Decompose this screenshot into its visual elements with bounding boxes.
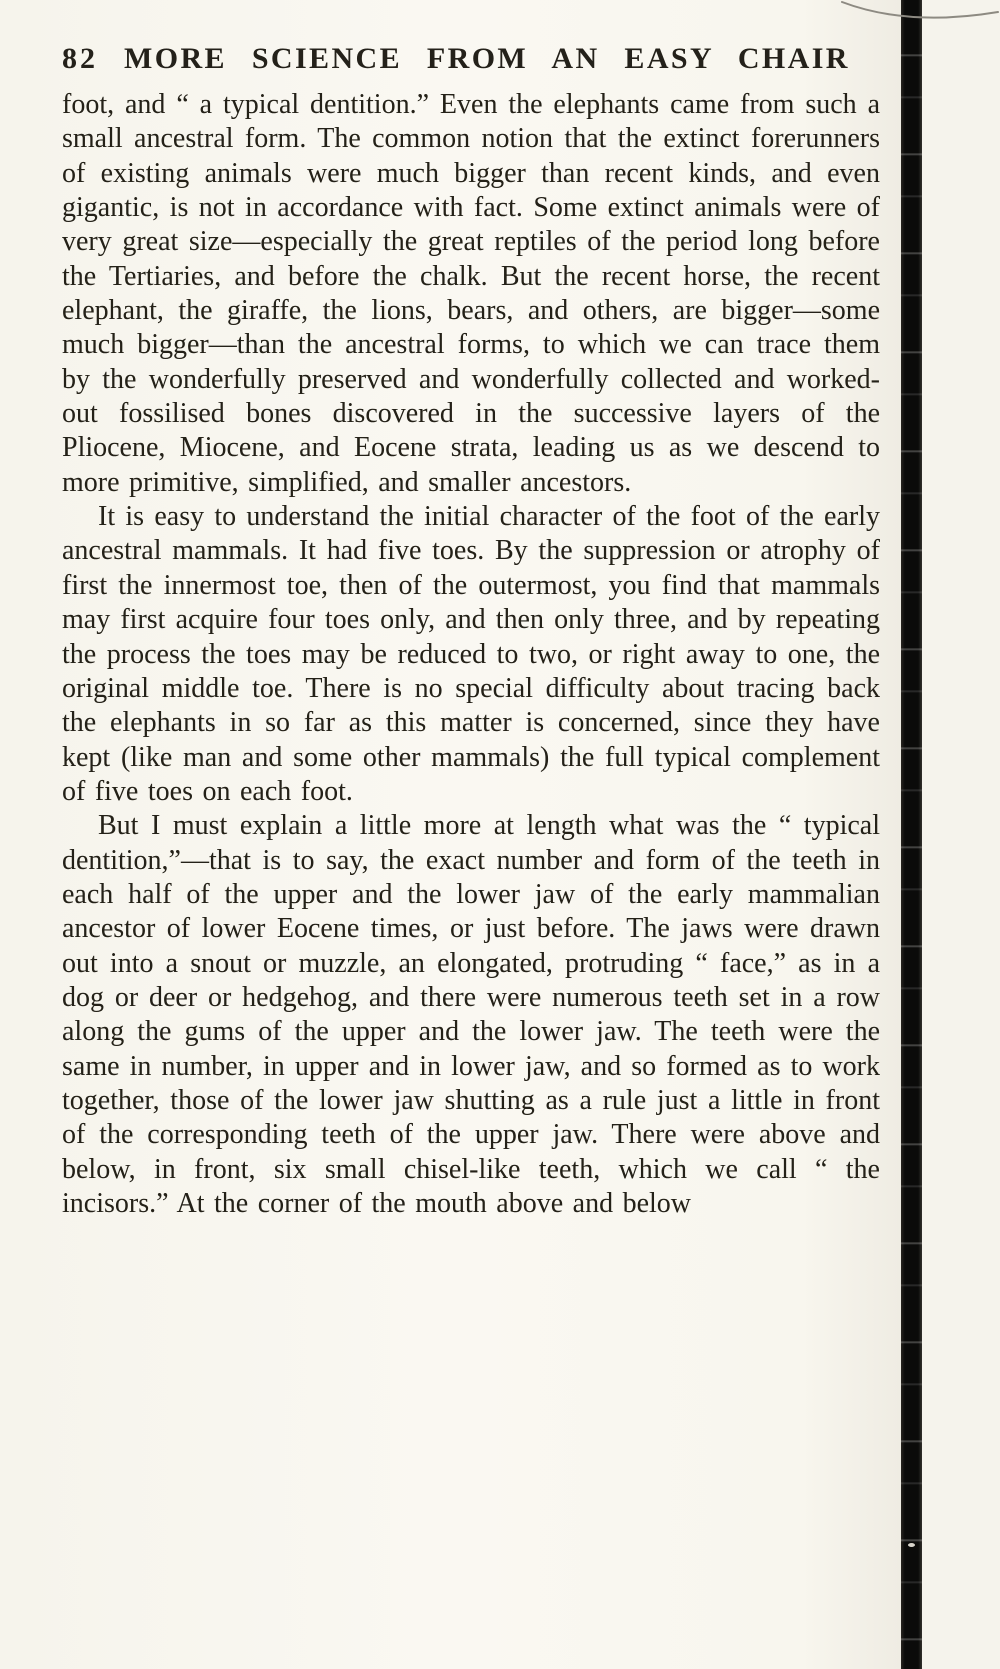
scan-speck	[908, 1543, 915, 1547]
page-header	[62, 42, 857, 76]
body-paragraph: It is easy to understand the initial character of the foot of the early ancestral mammals. It had five toes. By the suppression or atrophy of first the innermost toe, then of the outermost, you find that mammals may first acquire four toes only, and then only three, and by repeating the process the toes may be reduced to two, or right away to one, the original middle toe. There is no special difficulty about tracing back the elephants in so far as this matter is concerned, since they have kept (like man and some other mammals) the full typical complement of five toes on each foot.	[62, 501, 880, 807]
page-number: 82	[62, 42, 98, 75]
body-paragraph: But I must explain a little more at length what was the “ typical dentition,”—that is to say, the exact number and form of the teeth in each half of the upper and the lower jaw of the early mammalian ancestor of lower Eocene times, or just before. The jaws were drawn out into a snout or muzzle, an elongated, protruding “ face,” as in a dog or deer or hedgehog, and there were numerous teeth set in a row along the gums of the upper and the lower jaw. The teeth were the same in number, in upper and in lower jaw, and so formed as to work together, those of the lower jaw shutting as a rule just a little in front of the corresponding teeth of the upper jaw. There were above and below, in front, six small chisel-like teeth, which we call “ the incisors.” At the corner of the mouth above and below	[62, 810, 880, 1219]
page-body	[62, 88, 880, 1221]
scan-artifact-curve-icon	[838, 0, 1000, 28]
scan-edge-strip	[901, 0, 922, 1669]
body-paragraph: foot, and “ a typical dentition.” Even the elephants came from such a small ancestral form. The common notion that the extinct forerunners of existing animals were much bigger than recent kinds, and even gigantic, is not in accordance with fact. Some extinct animals were of very great size—especially the great reptiles of the period long before the Tertiaries, and before the chalk. But the recent horse, the recent elephant, the giraffe, the lions, bears, and others, are bigger—some much bigger—than the ancestral forms, to which we can trace them by the wonderfully preserved and wonderfully collected and worked-out fossilised bones discovered in the successive layers of the Pliocene, Miocene, and Eocene strata, leading us as we descend to more primitive, simplified, and smaller ancestors.	[62, 89, 880, 498]
scan-right-margin	[922, 0, 1000, 1669]
running-title: MORE SCIENCE FROM AN EASY CHAIR	[124, 42, 850, 75]
